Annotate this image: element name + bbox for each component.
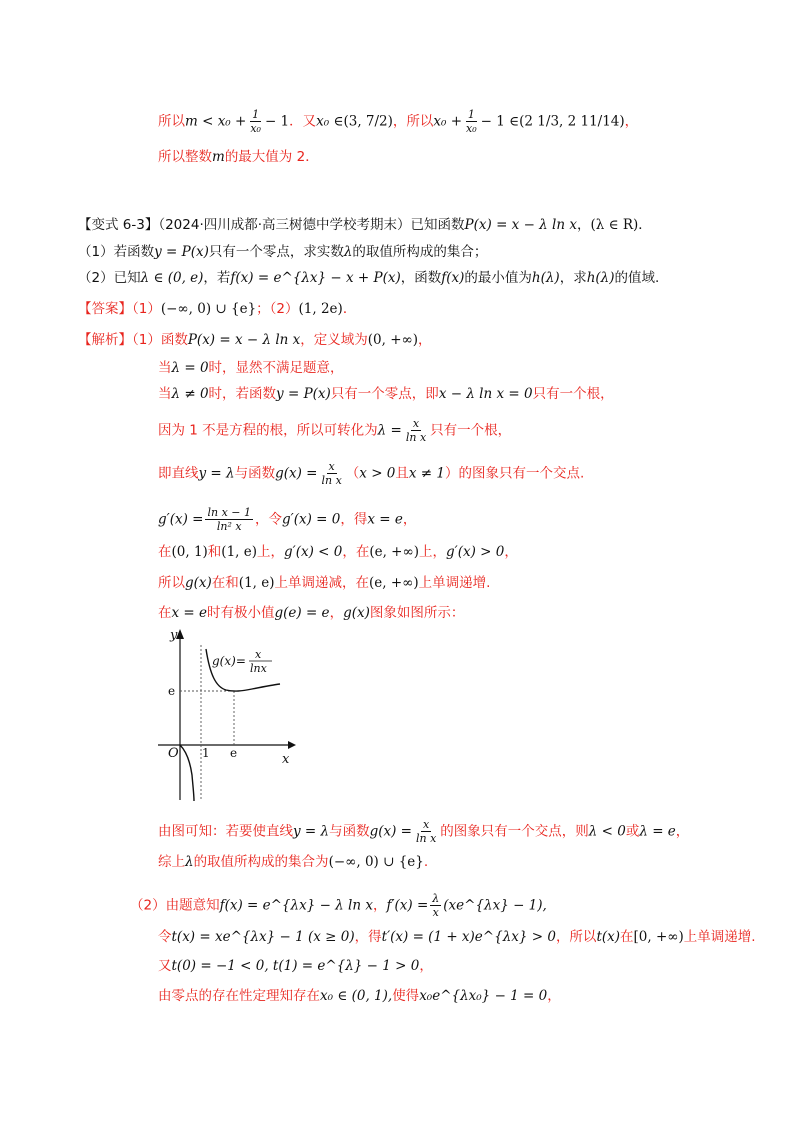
answer-line: 【答案】（1）(−∞, 0) ∪ {e}；（2）(1, 2e)． <box>78 301 357 317</box>
top-line-1: 所以m < x₀ + $\frac{1}{\text{x₀}}$ − 1．又x₀ ∈(3, 7/2)，所以x₀ + $\frac{1}{\text{x₀}}$ − 1 ∈(2 1/3, 2 11/14)， <box>158 108 639 135</box>
analysis-line-12: （2）由题意知f(x) = e^{λx} − λ ln x，f′(x) = $\frac{\lambda}{x}$ (xe^{λx} − 1), <box>130 892 547 919</box>
analysis-line-5: 即直线y = λ与函数g(x) = $\frac{x}{\text{ln x}}$ （x > 0且x ≠ 1）的图象只有一个交点. <box>158 460 585 487</box>
analysis-line-10: 由图可知：若要使直线y = λ与函数g(x) = $\frac{x}{\text{ln x}}$ 的图象只有一个交点，则λ < 0或λ = e， <box>158 818 690 845</box>
graph-func-label: g(x)= <box>212 654 246 668</box>
graph-func-den: lnx <box>250 662 267 675</box>
curve-left-branch <box>180 745 194 801</box>
analysis-line-1: 【解析】（1）函数P(x) = x − λ ln x，定义域为(0, +∞)， <box>78 332 432 348</box>
analysis-line-15: 由零点的存在性定理知存在x₀ ∈ (0, 1),使得x₀e^{λx₀} − 1 = 0， <box>158 988 561 1004</box>
analysis-line-2: 当λ = 0时，显然不满足题意， <box>158 360 344 376</box>
analysis-line-14: 又t(0) = −1 < 0, t(1) = e^{λ} − 1 > 0， <box>158 958 433 974</box>
top-line-2: 所以整数m的最大值为 2． <box>158 149 319 165</box>
graph-func-num: x <box>255 648 262 661</box>
function-graph <box>150 625 300 805</box>
tick-1-label: 1 <box>202 746 210 760</box>
analysis-line-13: 令t(x) = xe^{λx} − 1 (x ≥ 0)，得t′(x) = (1 + x)e^{λx} > 0，所以t(x)在[0, +∞)上单调递增. <box>158 929 756 945</box>
analysis-line-7: 在(0, 1)和(1, e)上，g′(x) < 0，在(e, +∞)上，g′(x) > 0， <box>158 544 518 560</box>
problem-q2: （2）已知λ ∈ (0, e)，若f(x) = e^{λx} − x + P(x)，函数f(x)的最小值为h(λ)，求h(λ)的值域. <box>78 270 660 286</box>
problem-stem: 【变式 6-3】（2024·四川成都·高三树德中学校考期末）已知函数P(x) = x − λ ln x，(λ ∈ R)． <box>78 217 652 233</box>
tick-e-x-label: e <box>230 746 238 760</box>
analysis-line-9: 在x = e时有极小值g(e) = e，g(x)图象如图所示： <box>158 605 465 621</box>
y-label: y <box>170 628 178 643</box>
problem-q1: （1）若函数y = P(x)只有一个零点，求实数λ的取值所构成的集合； <box>78 244 488 260</box>
analysis-line-4: 因为 1 不是方程的根，所以可转化为λ = $\frac{x}{\text{ln x}}$ 只有一个根， <box>158 417 512 444</box>
analysis-line-11: 综上λ的取值所构成的集合为(−∞, 0) ∪ {e}. <box>158 854 429 870</box>
tick-e-y-label: e <box>168 684 176 698</box>
origin-label: O <box>168 746 179 761</box>
analysis-line-8: 所以g(x)在和(1, e)上单调递减，在(e, +∞)上单调递增. <box>158 575 491 591</box>
analysis-line-3: 当λ ≠ 0时，若函数y = P(x)只有一个零点，即x − λ ln x = 0只有一个根， <box>158 386 614 402</box>
x-label: x <box>282 752 290 767</box>
x-axis-arrow <box>288 741 296 749</box>
analysis-line-6: g′(x) = $\frac{\text{ln x − 1}}{\text{ln² x}}$ ，令g′(x) = 0，得x = e， <box>158 506 417 533</box>
